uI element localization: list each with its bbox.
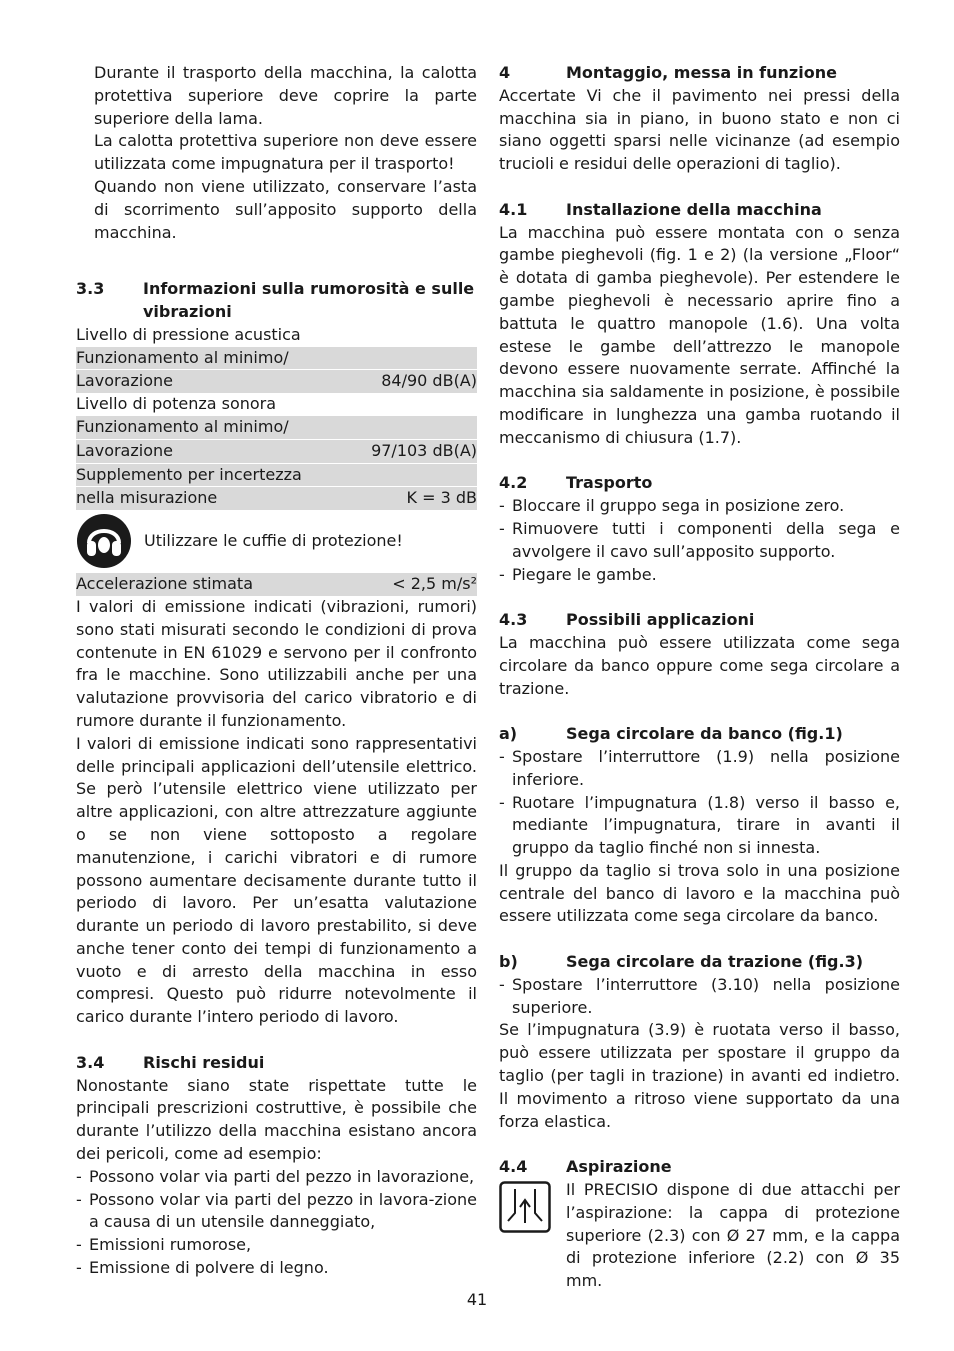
spec-value: 97/103 dB(A)	[371, 440, 477, 460]
body-paragraph: I valori di emissione indicati (vibrazioni, rumori) sono stati misurati secondo le condizioni di prova contenute in EN 61029 e servono per il confronto fra le macchine. Sono utilizzabili anche per una valutazione provvisoria del carico vibratorio e di rumore durante il funzionamento.	[76, 596, 477, 730]
list-dash: -	[499, 518, 505, 538]
body-paragraph: Accertate Vi che il pavimento nei pressi della macchina sia in piano, in buono stato e non ci siano oggetti sparsi nelle vicinanze (ad esempio trucioli e residui delle operazioni di taglio).	[499, 85, 900, 174]
list-item-text: Bloccare il gruppo sega in posizione zero.	[512, 496, 845, 516]
list-dash: -	[76, 1258, 82, 1278]
section-title: Trasporto	[566, 473, 653, 493]
list-dash: -	[499, 496, 505, 516]
section-heading-3-3	[76, 278, 477, 324]
list-item	[76, 1234, 477, 1257]
spec-value: 84/90 dB(A)	[381, 371, 477, 391]
spec-label: Lavorazione	[76, 440, 173, 460]
spec-label: Funzionamento al minimo/	[76, 416, 289, 436]
page-number: 41	[466, 1290, 488, 1309]
left-column	[76, 62, 477, 1280]
list-item-text: Possono volar via parti del pezzo in lavora-zione a causa di un utensile danneggiato,	[89, 1189, 477, 1232]
aspiration-icon-wrapper	[499, 1179, 566, 1293]
section-title: Rischi residui	[143, 1052, 265, 1072]
section-title: Possibili applicazioni	[566, 610, 755, 630]
section-heading-4-3	[499, 609, 900, 632]
list-dash: -	[76, 1166, 82, 1186]
body-paragraph: La macchina può essere utilizzata come sega circolare da banco oppure come sega circolare a trazione.	[499, 632, 900, 698]
list-item-text: Spostare l’interruttore (3.10) nella posizione superiore.	[512, 974, 900, 1017]
list-item	[499, 495, 900, 518]
spec-label: Lavorazione	[76, 371, 173, 391]
list-dash: -	[76, 1189, 82, 1209]
list-dash: -	[499, 564, 505, 584]
spec-row	[76, 487, 477, 510]
right-column	[499, 62, 900, 1293]
section-number: 3.4	[76, 1052, 105, 1072]
spacer	[499, 450, 900, 473]
section-number: b)	[499, 952, 518, 972]
list-item	[499, 564, 900, 587]
spacer	[499, 586, 900, 609]
list-item	[499, 746, 900, 792]
spec-label: Supplemento per incertezza	[76, 464, 302, 484]
list-item-text: Ruotare l’impugnatura (1.8) verso il basso e, mediante l’impugnatura, tirare in avanti il gruppo da taglio finché non si innesta.	[512, 792, 900, 858]
spec-label: nella misurazione	[76, 488, 218, 508]
list-item-text: Rimuovere tutti i componenti della sega e avvolgere il cavo sull’apposito supporto.	[512, 518, 900, 561]
spec-label: Funzionamento al minimo/	[76, 347, 289, 367]
list-dash: -	[76, 1235, 82, 1255]
body-paragraph: Se l’impugnatura (3.9) è ruotata verso il basso, può essere utilizzata per spostare il gruppo da taglio (per tagli in trazione) in avanti ed indietro. Il movimento a ritroso viene supportato da una forza elastica.	[499, 1020, 900, 1131]
spec-value: < 2,5 m/s²	[392, 574, 477, 594]
list-item	[76, 1166, 477, 1189]
spec-row	[76, 416, 477, 439]
list-item-text: Emissione di polvere di legno.	[89, 1258, 329, 1278]
spec-value: K = 3 dB	[406, 488, 477, 508]
section-number: 4	[499, 63, 511, 82]
section-heading-a	[499, 723, 900, 746]
intro-paragraph: La calotta protettiva superiore non deve essere utilizzata come impugnatura per il trasporto!	[94, 131, 477, 174]
spec-row	[76, 440, 477, 463]
section-title: Sega circolare da trazione (fig.3)	[566, 952, 864, 972]
section-title: Sega circolare da banco (fig.1)	[566, 724, 843, 744]
spacer	[499, 176, 900, 199]
section-number: 4.3	[499, 610, 528, 630]
section-heading-4-1	[499, 199, 900, 222]
list-item-text: Emissioni rumorose,	[89, 1235, 252, 1255]
spacer	[76, 267, 477, 278]
list-dash: -	[499, 974, 505, 994]
body-paragraph: I valori di emissione indicati sono rappresentativi delle principali applicazioni dell’utensile elettrico. Se però l’utensile elettrico viene utilizzato per altre applicazioni, con altre attrezzature aggiunte o se non viene sottoposto a regolare manutenzione, i carichi vibratori e di rumore possono aumentare decisamente durante tutto il periodo di lavoro. Per un’esatta valutazione durante un periodo di lavoro prestabilito, si deve anche tener conto dei tempi di funzionamento a vuoto e di arresto della macchina in esso compresi. Questo può ridurre notevolmente il carico durante l’intero periodo di lavoro.	[76, 733, 477, 1027]
aspiration-block	[499, 1179, 900, 1293]
list-item	[499, 518, 900, 564]
ear-protection-icon	[76, 513, 132, 569]
spec-row	[76, 464, 477, 487]
body-paragraph: Il gruppo da taglio si trova solo in una posizione centrale del banco di lavoro e la macchina può essere utilizzata come sega circolare da banco.	[499, 860, 900, 926]
list-item-text: Possono volar via parti del pezzo in lavorazione,	[89, 1166, 475, 1186]
spacer	[76, 244, 477, 267]
ear-protection-note	[76, 513, 477, 569]
section-title: Montaggio, messa in funzione	[566, 63, 837, 82]
section-heading-b	[499, 951, 900, 974]
body-paragraph: La macchina può essere montata con o senza gambe pieghevoli (fig. 1 e 2) (la versione „Floor“ è dotata di gamba pieghevole). Per estendere le gambe pieghevoli è necessario aprire fino a battuta le quattro manopole (1.6). Una volta estese le gambe dell’attrezzo le manopole devono essere nuovamente serrate. Affinché la macchina sia saldamente in posizione, è possibile modificare in lunghezza una gamba ruotando il meccanismo di chiusura (1.7).	[499, 222, 900, 447]
section-heading-4-4	[499, 1156, 900, 1179]
section-number: a)	[499, 724, 518, 744]
section-title: Installazione della macchina	[566, 199, 822, 219]
section-number: 4.2	[499, 473, 528, 493]
list-dash: -	[499, 746, 505, 766]
spacer	[499, 928, 900, 951]
spec-label: Livello di potenza sonora	[76, 394, 277, 414]
spec-label: Livello di pressione acustica	[76, 324, 301, 344]
list-item	[499, 792, 900, 860]
list-dash: -	[499, 792, 505, 812]
spacer	[499, 700, 900, 723]
list-item	[76, 1189, 477, 1235]
section-number: 3.3	[76, 279, 105, 299]
dust-extraction-icon	[499, 1181, 551, 1233]
list-item-text: Piegare le gambe.	[512, 564, 657, 584]
section-heading-4-2	[499, 472, 900, 495]
ear-protection-text: Utilizzare le cuffie di protezione!	[144, 530, 403, 550]
spec-row	[76, 370, 477, 393]
section-number: 4.4	[499, 1157, 528, 1177]
intro-paragraph: Quando non viene utilizzato, conservare l’asta di scorrimento sull’apposito supporto della macchina.	[94, 176, 477, 242]
section-heading-3-4	[76, 1052, 477, 1075]
section-title: Aspirazione	[566, 1157, 672, 1177]
section-heading-4	[499, 62, 900, 85]
section-number: 4.1	[499, 199, 528, 219]
body-paragraph: Il PRECISIO dispone di due attacchi per l’aspirazione: la cappa di protezione superiore (2.3) con Ø 27 mm, e la cappa di protezione inferiore (2.2) con Ø 35 mm.	[566, 1180, 900, 1291]
spec-label: Accelerazione stimata	[76, 574, 253, 594]
body-paragraph: Nonostante siano state rispettate tutte le principali prescrizioni costruttive, è possibile che durante l’utilizzo della macchina esistano ancora dei pericoli, come ad esempio:	[76, 1075, 477, 1164]
spec-row	[76, 573, 477, 596]
spec-row	[76, 347, 477, 370]
list-item-text: Spostare l’interruttore (1.9) nella posizione inferiore.	[512, 746, 900, 789]
spacer	[76, 1029, 477, 1052]
section-title: Informazioni sulla rumorosità e sulle vibrazioni	[143, 279, 475, 321]
list-item	[499, 974, 900, 1020]
spacer	[499, 1133, 900, 1156]
list-item	[76, 1257, 477, 1280]
intro-paragraph: Durante il trasporto della macchina, la calotta protettiva superiore deve coprire la parte superiore della lama.	[94, 63, 477, 128]
